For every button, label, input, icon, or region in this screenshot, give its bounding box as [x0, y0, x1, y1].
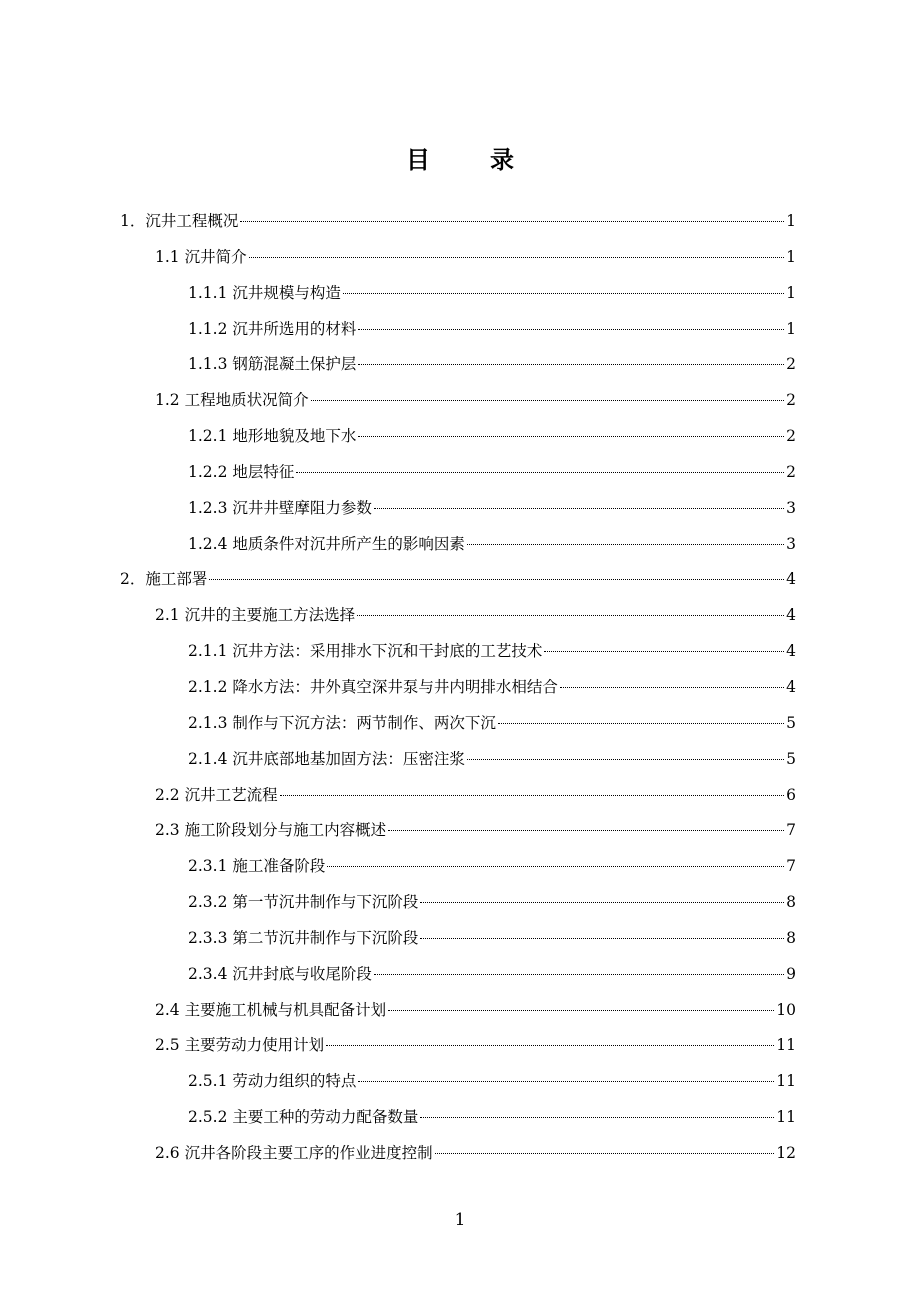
- page-title: 目录: [406, 146, 574, 174]
- toc-entry-page: 5: [786, 713, 796, 732]
- toc-entry-label: 2.3.1 施工准备阶段: [188, 857, 326, 876]
- toc-entry-page: 3: [786, 534, 796, 553]
- toc-entry[interactable]: [0, 920, 920, 956]
- toc-entry-page: 5: [786, 749, 796, 768]
- toc-entry-page: 7: [786, 821, 796, 840]
- toc-entry-label: 2.4 主要施工机械与机具配备计划: [155, 1000, 387, 1019]
- toc-entry-page: 1: [786, 319, 796, 338]
- toc-entry-label: 1.1 沉井简介: [155, 247, 247, 266]
- toc-entry-page: 2: [786, 462, 796, 481]
- toc-entry-page: 1: [786, 247, 796, 266]
- toc-entry-page: 8: [786, 893, 796, 912]
- toc-entry-page: 11: [776, 1036, 796, 1055]
- toc-entry-label: 1.2.3 沉井井壁摩阻力参数: [188, 498, 372, 517]
- dot-leader: [327, 866, 784, 867]
- toc-entry-label: 1.2 工程地质状况简介: [155, 391, 309, 410]
- toc-entry[interactable]: [0, 669, 920, 705]
- toc-entry[interactable]: [0, 346, 920, 382]
- toc-entry[interactable]: [0, 454, 920, 490]
- dot-leader: [343, 293, 784, 294]
- toc-entry[interactable]: [0, 1135, 920, 1171]
- toc-entry[interactable]: [0, 777, 920, 813]
- toc-entry-page: 11: [776, 1108, 796, 1127]
- dot-leader: [467, 544, 784, 545]
- toc-entry-page: 2: [786, 355, 796, 374]
- dot-leader: [498, 723, 784, 724]
- dot-leader: [374, 508, 784, 509]
- toc-entry[interactable]: [0, 1027, 920, 1063]
- toc-entry[interactable]: [0, 705, 920, 741]
- dot-leader: [296, 472, 784, 473]
- toc-entry[interactable]: [0, 239, 920, 275]
- toc-entry-page: 11: [776, 1072, 796, 1091]
- toc-entry[interactable]: [0, 526, 920, 562]
- toc-entry-label: 2.1.2 降水方法：井外真空深井泵与井内明排水相结合: [188, 677, 558, 696]
- toc-entry[interactable]: [0, 633, 920, 669]
- toc-entry[interactable]: [0, 884, 920, 920]
- table-of-contents: [0, 203, 920, 1171]
- toc-entry-label: 2.5 主要劳动力使用计划: [155, 1036, 325, 1055]
- toc-entry[interactable]: [0, 275, 920, 311]
- toc-entry-page: 4: [786, 642, 796, 661]
- dot-leader: [420, 902, 784, 903]
- toc-entry[interactable]: [0, 992, 920, 1028]
- toc-entry-label: 2.3.3 第二节沉井制作与下沉阶段: [188, 928, 419, 947]
- dot-leader: [388, 1010, 774, 1011]
- dot-leader: [358, 364, 784, 365]
- page-number: 1: [454, 1210, 466, 1230]
- toc-entry[interactable]: [0, 490, 920, 526]
- dot-leader: [357, 615, 784, 616]
- toc-entry-page: 6: [786, 785, 796, 804]
- dot-leader: [358, 436, 784, 437]
- toc-entry-label: 2.6 沉井各阶段主要工序的作业进度控制: [155, 1143, 433, 1162]
- toc-entry-label: 1.1.1 沉井规模与构造: [188, 283, 341, 302]
- dot-leader: [280, 795, 785, 796]
- toc-entry-label: 2.2 沉井工艺流程: [155, 785, 278, 804]
- toc-entry-page: 12: [776, 1143, 796, 1162]
- dot-leader: [544, 651, 784, 652]
- dot-leader: [326, 1045, 774, 1046]
- toc-entry-page: 1: [786, 212, 796, 230]
- toc-entry-label: 2.3.4 沉井封底与收尾阶段: [188, 964, 372, 983]
- toc-entry[interactable]: [0, 561, 920, 597]
- dot-leader: [249, 257, 785, 258]
- dot-leader: [560, 687, 784, 688]
- toc-entry[interactable]: [0, 203, 920, 239]
- toc-entry-label: 1.2.1 地形地貌及地下水: [188, 427, 357, 446]
- toc-entry[interactable]: [0, 311, 920, 347]
- toc-entry[interactable]: [0, 597, 920, 633]
- toc-entry[interactable]: [0, 382, 920, 418]
- dot-leader: [467, 759, 784, 760]
- dot-leader: [358, 329, 784, 330]
- toc-entry-page: 8: [786, 928, 796, 947]
- toc-entry[interactable]: [0, 1063, 920, 1099]
- toc-entry-page: 1: [786, 283, 796, 302]
- toc-entry-label: 1.1.2 沉井所选用的材料: [188, 319, 357, 338]
- dot-leader: [435, 1153, 775, 1154]
- toc-entry-page: 9: [786, 964, 796, 983]
- toc-entry-page: 3: [786, 498, 796, 517]
- toc-entry-label: 2.3 施工阶段划分与施工内容概述: [155, 821, 387, 840]
- dot-leader: [388, 830, 784, 831]
- dot-leader: [209, 579, 784, 580]
- dot-leader: [240, 221, 784, 222]
- toc-entry[interactable]: [0, 741, 920, 777]
- dot-leader: [420, 938, 784, 939]
- toc-entry-label: 2.1.3 制作与下沉方法：两节制作、两次下沉: [188, 713, 496, 732]
- dot-leader: [358, 1081, 774, 1082]
- toc-entry-label: 1.2.4 地质条件对沉井所产生的影响因素: [188, 534, 465, 553]
- toc-entry-label: 2.5.2 主要工种的劳动力配备数量: [188, 1108, 419, 1127]
- toc-entry-label: 2．施工部署: [120, 570, 208, 589]
- toc-entry-page: 7: [786, 857, 796, 876]
- dot-leader: [311, 400, 785, 401]
- toc-entry-label: 2.5.1 劳动力组织的特点: [188, 1072, 357, 1091]
- toc-entry-page: 10: [776, 1000, 796, 1019]
- toc-entry-page: 2: [786, 427, 796, 446]
- toc-entry[interactable]: [0, 956, 920, 992]
- toc-entry-label: 1．沉井工程概况: [120, 212, 239, 230]
- toc-entry-label: 2.1.1 沉井方法：采用排水下沉和干封底的工艺技术: [188, 642, 543, 661]
- toc-entry[interactable]: [0, 812, 920, 848]
- toc-entry-page: 2: [786, 391, 796, 410]
- dot-leader: [374, 974, 784, 975]
- toc-entry-page: 4: [786, 677, 796, 696]
- toc-entry[interactable]: [0, 418, 920, 454]
- toc-entry[interactable]: [0, 848, 920, 884]
- toc-entry-page: 4: [786, 570, 796, 589]
- toc-entry-label: 2.3.2 第一节沉井制作与下沉阶段: [188, 893, 419, 912]
- dot-leader: [420, 1117, 774, 1118]
- toc-entry-label: 2.1.4 沉井底部地基加固方法：压密注浆: [188, 749, 465, 768]
- toc-entry-page: 4: [786, 606, 796, 625]
- toc-entry-label: 2.1 沉井的主要施工方法选择: [155, 606, 356, 625]
- toc-entry[interactable]: [0, 1099, 920, 1135]
- toc-entry-label: 1.1.3 钢筋混凝土保护层: [188, 355, 357, 374]
- toc-entry-label: 1.2.2 地层特征: [188, 462, 295, 481]
